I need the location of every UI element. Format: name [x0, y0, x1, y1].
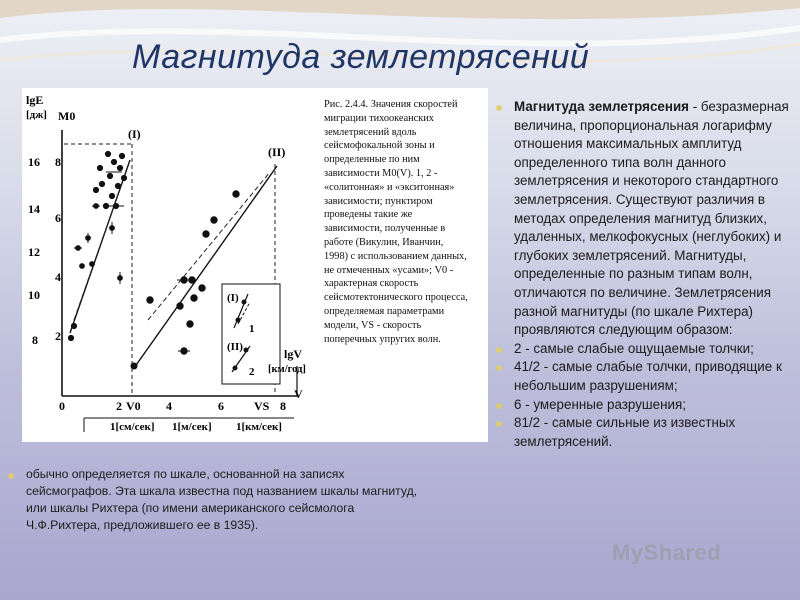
definition-text: - безразмерная величина, пропорциональная логарифму отношения максимальных амплитуд определенного типа волн данного землетрясения и некоторого стандартного землетрясения. Существуют различия в методах определения магнитуд близких, удаленных, мелкофокусных (неглубоких) и глубоких землетрясений. Магнитуды, определенные по разным типам волн, отличаются по величине. Землетрясения разной магнитуды (по шкале Рихтера) проявляются следующим образом: [514, 99, 789, 338]
scale-label-3: 1[км/сек] [236, 421, 282, 433]
y-right-tick: 2 [55, 329, 61, 343]
magnitude-item: ■ 6 - умеренные разрушения; [496, 396, 796, 415]
scatter-figure [22, 88, 322, 442]
vs-label: VS [254, 399, 270, 413]
figure-caption: Рис. 2.4.4. Значения скоростей миграции тихоокеанских землетрясений вдоль сейсмофокальной зоны и определенные по ним зависимости M0(V). 1, 2 - «солитонная» и «экситонная» зависимости; пунктиром проведены такие же зависимости, полученные в работе (Викулин, Иванчин, 1998) с использованием данных, не отмеченных «усами»; V0 - характерная скорость сейсмотектонического процесса, определяемая параметрами модели, VS - скорость поперечных упругих волн. [324, 99, 468, 345]
inset-label-2: (II) [227, 341, 243, 353]
definition-paragraph [496, 98, 796, 340]
x-tick: 0 [59, 399, 65, 413]
y-left-label: lgE [26, 93, 44, 107]
scale-label-1: 1[см/сек] [110, 421, 155, 433]
x-tick: 6 [218, 399, 224, 413]
richter-note: ■ обычно определяется по шкале, основанной на записях сейсмографов. Эта шкала известна под названием шкалы магнитуд, или шкалы Рихтера (по имени американского сейсмолога Ч.Ф.Рихтера, предложившего ее в 1935). [8, 467, 418, 532]
y-right-label: M0 [58, 109, 76, 123]
magnitude-item: ■ 2 - самые слабые ощущаемые толчки; [496, 340, 796, 359]
lgv-label: lgV [284, 347, 302, 361]
inset-series-2: 2 [249, 366, 255, 378]
definition-term: Магнитуда землетрясения [514, 99, 689, 114]
bullet-icon: ■ [8, 471, 15, 482]
y-right-tick: 4 [55, 270, 61, 284]
inset-label-1: (I) [227, 292, 239, 304]
bullet-icon: ■ [496, 103, 503, 114]
lgv-unit: [км/год] [268, 364, 306, 375]
y-left-tick: 12 [28, 245, 40, 259]
x-tick: 4 [166, 399, 172, 413]
slide-title: Магнитуда землетрясений [132, 38, 590, 76]
x-tick: 8 [280, 399, 286, 413]
v-label: V [294, 387, 303, 401]
curve-2-label: (II) [268, 145, 286, 159]
y-left-unit: [дж] [26, 109, 47, 121]
bullet-icon: ■ [496, 344, 503, 356]
inset-series-1: 1 [249, 323, 255, 335]
scale-label-2: 1[м/сек] [172, 421, 212, 433]
magnitude-item: ■ 41/2 - самые слабые толчки, приводящие к небольшим разрушениям; [496, 359, 782, 393]
y-left-tick: 16 [28, 155, 40, 169]
y-right-tick: 8 [55, 155, 61, 169]
y-left-tick: 8 [32, 333, 38, 347]
y-left-tick: 10 [28, 288, 40, 302]
bullet-icon: ■ [496, 363, 503, 375]
magnitude-item: ■ 81/2 - самые сильные из известных землетрясений. [496, 415, 736, 449]
watermark-logo: MyShared [612, 540, 722, 565]
y-right-tick: 6 [55, 211, 61, 225]
bullet-icon: ■ [496, 400, 503, 412]
definition-panel [496, 98, 796, 451]
y-left-tick: 14 [28, 202, 40, 216]
bullet-icon: ■ [496, 419, 503, 431]
v0-label: V0 [126, 399, 141, 413]
x-tick: 2 [116, 399, 122, 413]
curve-1-label: (I) [128, 127, 141, 141]
figure-panel [22, 88, 488, 442]
